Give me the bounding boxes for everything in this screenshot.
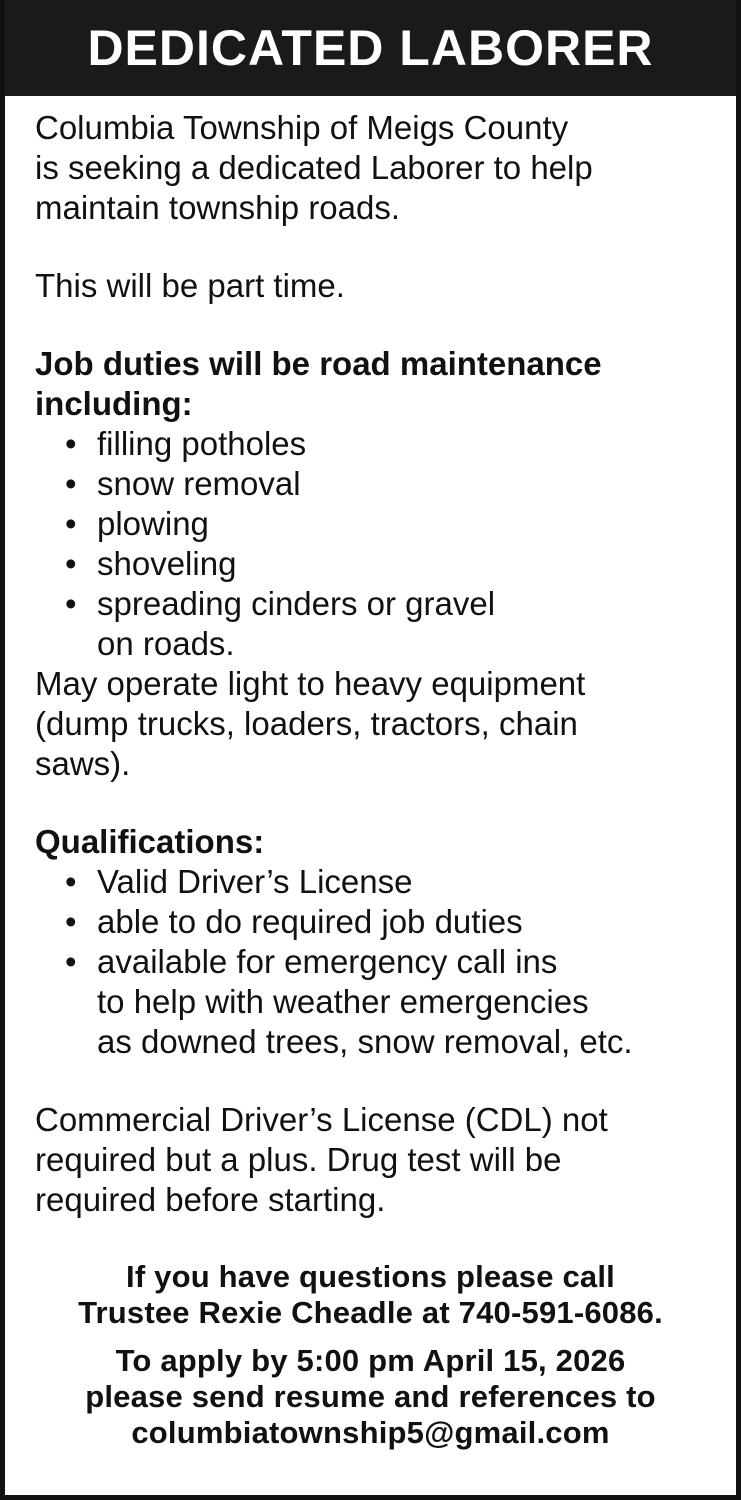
list-item: • Valid Driver’s License — [65, 863, 413, 900]
ad-header — [5, 0, 736, 96]
list-item: • shoveling — [65, 545, 237, 582]
list-item: • spreading cinders or gravel on roads. — [65, 585, 496, 662]
cdl-line-1: Commercial Driver’s License (CDL) not — [35, 1101, 608, 1138]
duties-heading-line-1: Job duties will be road maintenance — [35, 345, 602, 382]
questions-line-2: Trustee Rexie Cheadle at 740-591-6086. — [78, 1295, 663, 1330]
list-item: • available for emergency call ins to help with weather emergencies as downed trees, snow removal, etc. — [65, 943, 633, 1060]
list-item: • snow removal — [65, 465, 301, 502]
bullet-icon: • — [65, 465, 77, 502]
questions-line-1: If you have questions please call — [126, 1259, 615, 1294]
part-time-note: This will be part time. — [35, 267, 345, 304]
equipment-line-3: saws). — [35, 745, 131, 782]
qualifications-heading: Qualifications: — [35, 823, 265, 860]
ad-title: DEDICATED LABORER — [87, 20, 654, 76]
bullet-icon: • — [65, 545, 77, 582]
list-item-continuation: to help with weather emergencies — [97, 983, 589, 1020]
bullet-icon: • — [65, 863, 77, 900]
list-item-continuation: on roads. — [97, 625, 235, 662]
equipment-line-1: May operate light to heavy equipment — [35, 665, 586, 702]
intro-line-1: Columbia Township of Meigs County — [35, 109, 569, 146]
bullet-icon: • — [65, 585, 77, 622]
list-item-continuation: as downed trees, snow removal, etc. — [97, 1023, 633, 1060]
apply-line-2: please send resume and references to — [85, 1379, 656, 1414]
cdl-line-3: required before starting. — [35, 1181, 386, 1218]
duties-heading-line-2: including: — [35, 385, 193, 422]
list-item: • plowing — [65, 505, 209, 542]
bullet-icon: • — [65, 903, 77, 940]
qualifications-list — [35, 862, 716, 1062]
bullet-icon: • — [65, 425, 77, 462]
list-item: • filling potholes — [65, 425, 307, 462]
ad-body — [5, 96, 736, 1220]
bullet-icon: • — [65, 943, 77, 980]
list-item: • able to do required job duties — [65, 903, 523, 940]
equipment-line-2: (dump trucks, loaders, tractors, chain — [35, 705, 578, 742]
contact-email: columbiatownship5@gmail.com — [131, 1415, 610, 1450]
duties-list — [35, 424, 716, 664]
intro-line-2: is seeking a dedicated Laborer to help — [35, 149, 593, 186]
apply-line-1: To apply by 5:00 pm April 15, 2026 — [115, 1343, 626, 1378]
contact-block — [5, 1259, 736, 1451]
bullet-icon: • — [65, 505, 77, 542]
cdl-line-2: required but a plus. Drug test will be — [35, 1141, 562, 1178]
intro-line-3: maintain township roads. — [35, 189, 401, 226]
